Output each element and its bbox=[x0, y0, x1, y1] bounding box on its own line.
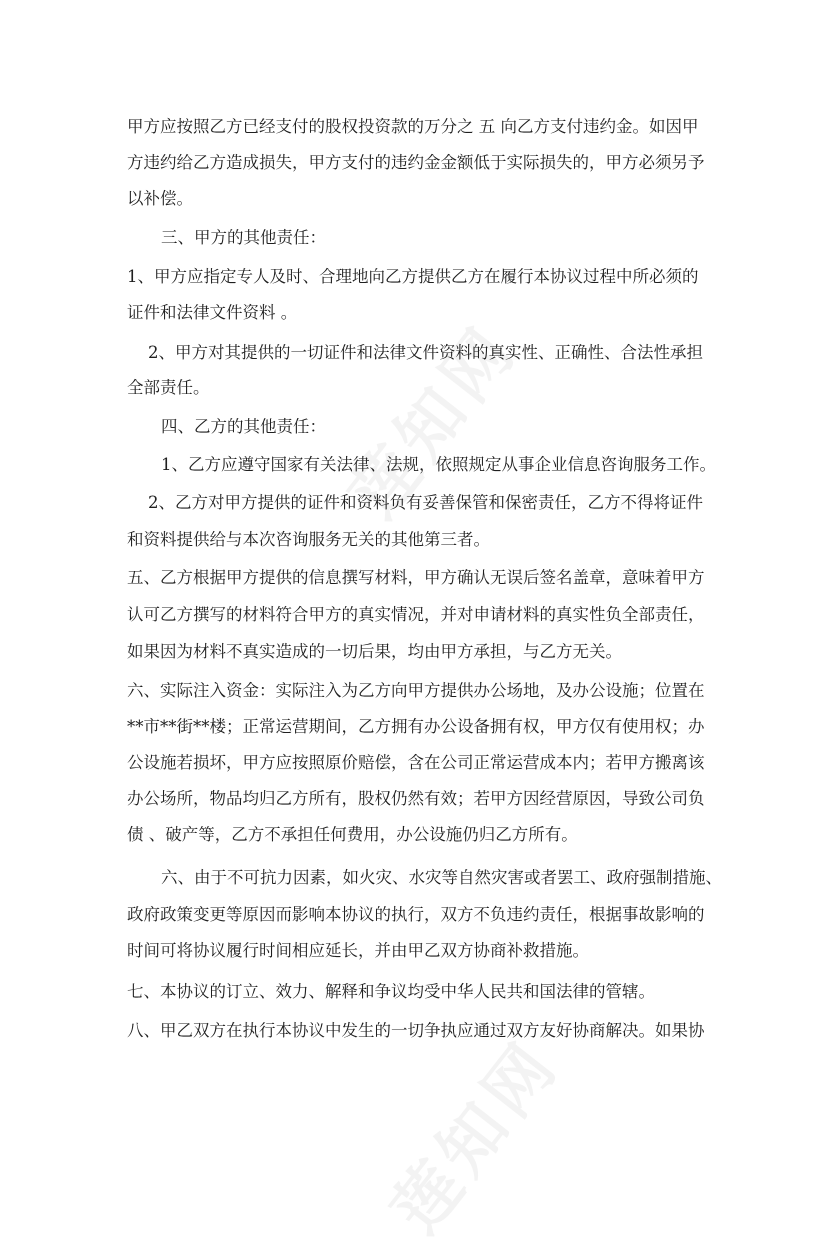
text-line: 六、实际注入资金：实际注入为乙方向甲方提供办公场地，及办公设施；位置在 bbox=[127, 681, 705, 700]
text-line: 和资料提供给与本次咨询服务无关的其他第三者。 bbox=[127, 530, 490, 549]
section-heading: 四、乙方的其他责任： bbox=[161, 417, 326, 436]
text-line: 认可乙方撰写的材料符合甲方的真实情况，并对申请材料的真实性负全部责任， bbox=[127, 605, 705, 624]
text-line: **市**街**楼；正常运营期间，乙方拥有办公设备拥有权，甲方仅有使用权；办 bbox=[127, 717, 705, 736]
text-line: 政府政策变更等原因而影响本协议的执行，双方不负违约责任，根据事故影响的 bbox=[127, 905, 705, 924]
text-line: 五、乙方根据甲方提供的信息撰写材料，甲方确认无误后签名盖章，意味着甲方 bbox=[127, 568, 705, 587]
text-line: 2、乙方对甲方提供的证件和资料负有妥善保管和保密责任，乙方不得将证件 bbox=[148, 493, 703, 512]
watermark bbox=[365, 1016, 577, 1249]
text-line: 1、乙方应遵守国家有关法律、法规，依照规定从事企业信息咨询服务工作。 bbox=[161, 455, 716, 474]
text-line: 以补偿。 bbox=[127, 189, 193, 208]
text-line: 六、由于不可抗力因素，如火灾、水灾等自然灾害或者罢工、政府强制措施、 bbox=[161, 868, 722, 887]
text-line: 甲方应按照乙方已经支付的股权投资款的万分之 五 向乙方支付违约金。如因甲 bbox=[127, 117, 699, 136]
text-line: 七、本协议的订立、效力、解释和争议均受中华人民共和国法律的管辖。 bbox=[127, 982, 655, 1001]
text-line: 时间可将协议履行时间相应延长，并由甲乙双方协商补救措施。 bbox=[127, 941, 589, 960]
text-line: 债 、破产等，乙方不承担任何费用，办公设施仍归乙方所有。 bbox=[127, 825, 578, 844]
text-line: 1、甲方应指定专人及时、合理地向乙方提供乙方在履行本协议过程中所必须的 bbox=[127, 267, 699, 286]
text-line: 如果因为材料不真实造成的一切后果，均由甲方承担，与乙方无关。 bbox=[127, 642, 622, 661]
text-line: 证件和法律文件资料 。 bbox=[127, 303, 298, 322]
text-line: 公设施若损坏，甲方应按照原价赔偿，含在公司正常运营成本内；若甲方搬离该 bbox=[127, 753, 705, 772]
section-heading: 三、甲方的其他责任： bbox=[161, 228, 326, 247]
text-line: 方违约给乙方造成损失，甲方支付的违约金金额低于实际损失的，甲方必须另予 bbox=[127, 153, 705, 172]
text-line: 办公场所，物品均归乙方所有，股权仍然有效；若甲方因经营原因，导致公司负 bbox=[127, 789, 705, 808]
text-line: 八、甲乙双方在执行本协议中发生的一切争执应通过双方友好协商解决。如果协 bbox=[127, 1021, 705, 1040]
text-line: 2、甲方对其提供的一切证件和法律文件资料的真实性、正确性、合法性承担 bbox=[148, 343, 703, 362]
text-line: 全部责任。 bbox=[127, 378, 210, 397]
